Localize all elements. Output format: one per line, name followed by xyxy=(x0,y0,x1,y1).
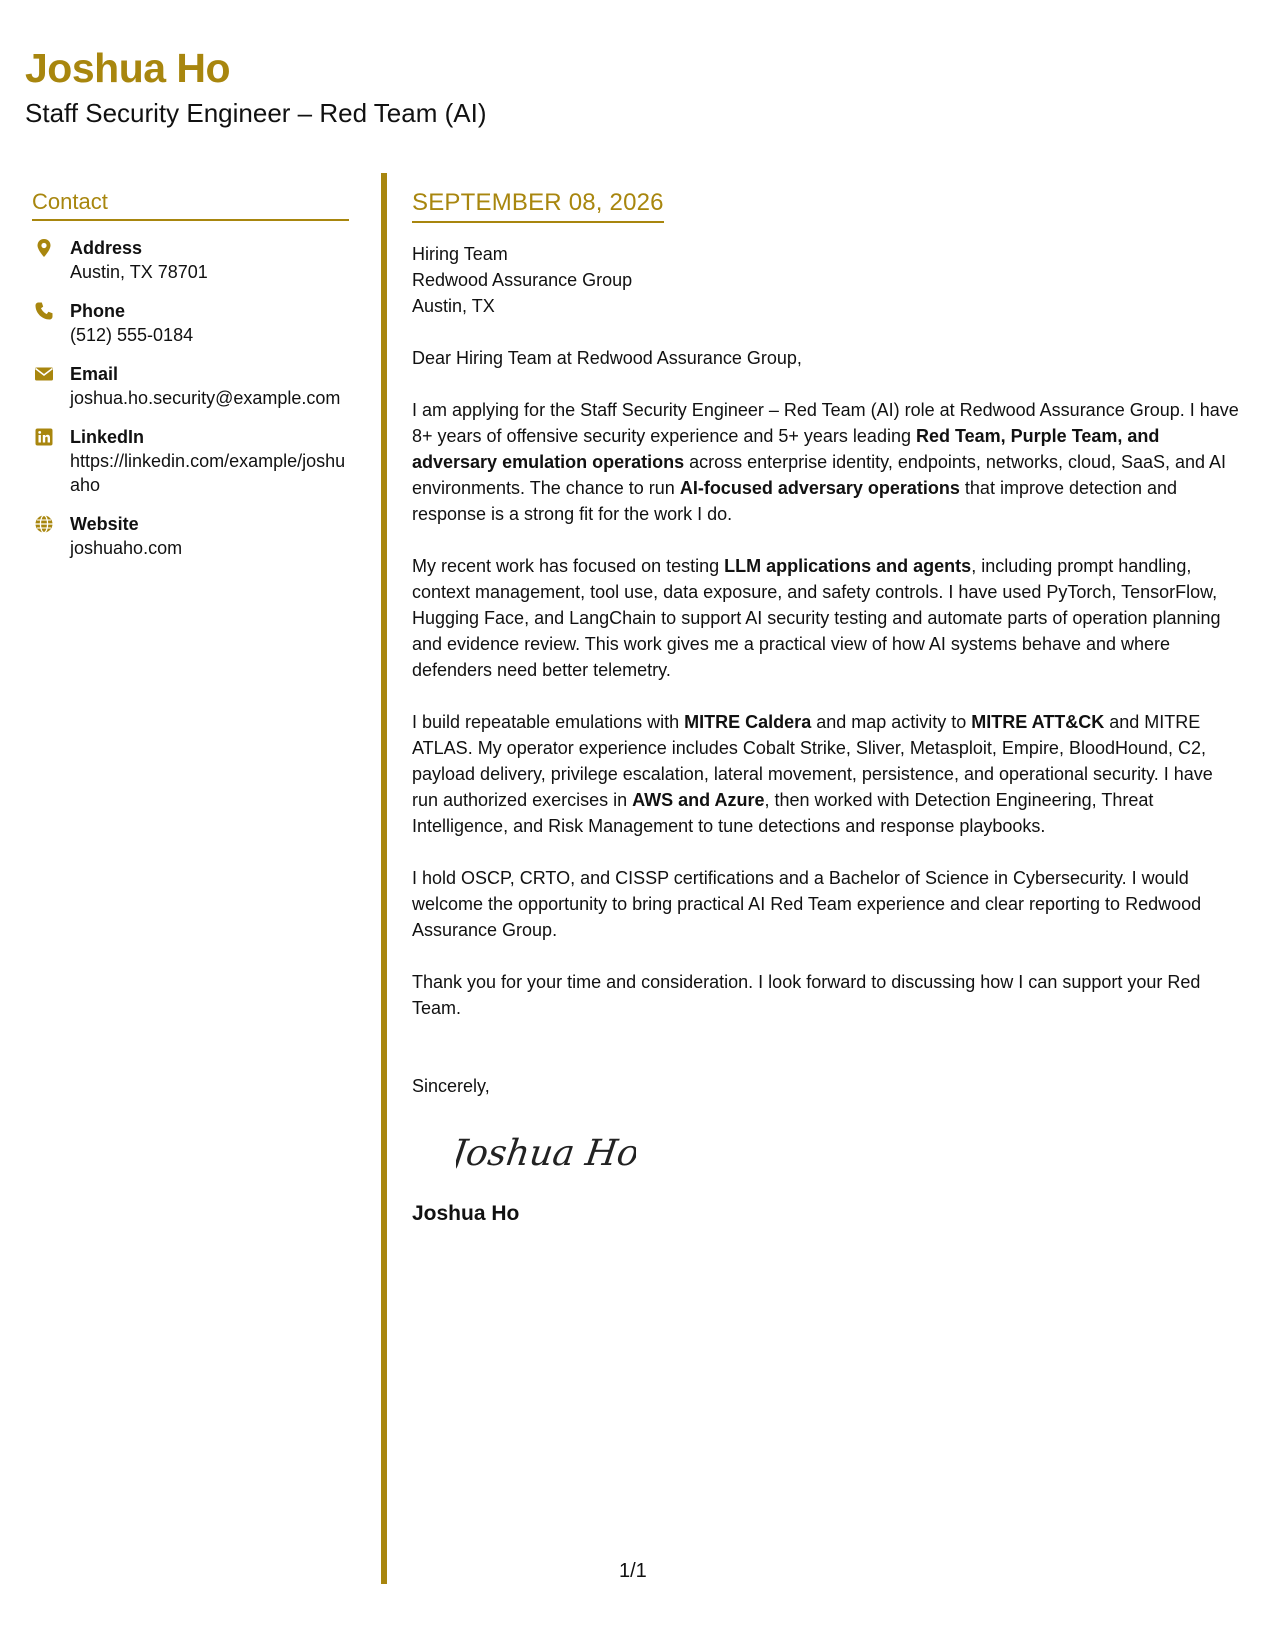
handwritten-signature xyxy=(456,1125,1242,1181)
envelope-icon xyxy=(34,364,54,384)
recipient-line: Austin, TX xyxy=(412,296,495,317)
contact-label: Address xyxy=(70,238,143,259)
letter-date: SEPTEMBER 08, 2026 xyxy=(412,190,664,223)
emphasis-text: LLM applications and agents xyxy=(724,556,972,577)
contact-item-website xyxy=(32,512,349,560)
contact-heading: Contact xyxy=(32,190,349,221)
body-paragraph xyxy=(412,865,1242,943)
paragraph-text: , then worked with Detection Engineering, Threat Intelligence, and Risk Management to tune detections and response playbooks. xyxy=(412,790,1154,837)
signed-name: Joshua Ho xyxy=(412,1202,520,1226)
signature-glyphs: Joshua Ho xyxy=(456,1131,636,1175)
contact-label: Website xyxy=(70,514,139,535)
emphasis-text: AWS and Azure xyxy=(632,790,765,811)
paragraph-text: I build repeatable emulations with xyxy=(412,712,685,733)
contact-item-linkedin xyxy=(32,425,349,497)
paragraph-text: My recent work has focused on testing xyxy=(412,556,725,577)
email-value[interactable]: joshua.ho.security@example.com xyxy=(70,388,341,409)
paragraph-text: across enterprise identity, endpoints, networks, cloud, SaaS, and AI environments. The chance to run xyxy=(412,452,1227,499)
recipient-block xyxy=(412,241,1242,319)
linkedin-value[interactable]: https://linkedin.com/example/joshuaho xyxy=(70,451,346,496)
emphasis-text: MITRE Caldera xyxy=(684,712,812,733)
salutation: Dear Hiring Team at Redwood Assurance Group, xyxy=(412,348,802,369)
applicant-title: Staff Security Engineer – Red Team (AI) xyxy=(25,98,487,128)
address-value: Austin, TX 78701 xyxy=(70,262,208,283)
contact-label: Email xyxy=(70,364,119,385)
paragraph-text: I am applying for the Staff Security Engineer – Red Team (AI) role at Redwood Assurance Group. I have 8+ years of offensive security experience and 5+ years leading xyxy=(412,400,1239,447)
contact-sidebar xyxy=(32,190,349,560)
page-number: 1/1 xyxy=(619,1560,647,1582)
paragraph-text: and map activity to xyxy=(811,712,972,733)
applicant-name: Joshua Ho xyxy=(25,45,231,91)
paragraph-text: , including prompt handling, context management, tool use, data exposure, and safety controls. I have used PyTorch, TensorFlow, Hugging Face, and LangChain to support AI security testing and automate parts of operation planning and evidence review. This work gives me a practical view of how AI systems behave and where defenders need better telemetry. xyxy=(412,556,1221,681)
body-paragraph xyxy=(412,553,1242,683)
body-paragraph xyxy=(412,709,1242,839)
cover-letter xyxy=(412,190,1242,1227)
contact-item-email xyxy=(32,362,349,410)
linkedin-icon xyxy=(34,427,54,447)
letter-body xyxy=(412,397,1242,1021)
website-value[interactable]: joshuaho.com xyxy=(70,538,183,559)
recipient-line: Redwood Assurance Group xyxy=(412,270,633,291)
closing: Sincerely, xyxy=(412,1076,490,1097)
globe-icon xyxy=(34,514,54,534)
vertical-divider xyxy=(381,173,387,1584)
emphasis-text: AI-focused adversary operations xyxy=(679,478,960,499)
emphasis-text: Red Team, Purple Team, and adversary emulation operations xyxy=(412,426,1160,473)
contact-item-phone xyxy=(32,299,349,347)
paragraph-text: and MITRE ATLAS. My operator experience includes Cobalt Strike, Sliver, Metasploit, Empire, BloodHound, C2, payload delivery, privilege escalation, lateral movement, persistence, and operational security. I have run authorized exercises in xyxy=(412,712,1213,811)
phone-value: (512) 555-0184 xyxy=(70,325,194,346)
paragraph-text: that improve detection and response is a strong fit for the work I do. xyxy=(412,478,1178,525)
contact-label: LinkedIn xyxy=(70,427,145,448)
phone-icon xyxy=(34,301,54,321)
contact-item-address xyxy=(32,236,349,284)
paragraph-text: Thank you for your time and consideration. I look forward to discussing how I can support your Red Team. xyxy=(412,972,1201,1019)
map-pin-icon xyxy=(34,238,54,258)
body-paragraph xyxy=(412,397,1242,527)
paragraph-text: I hold OSCP, CRTO, and CISSP certifications and a Bachelor of Science in Cybersecurity. I would welcome the opportunity to bring practical AI Red Team experience and clear reporting to Redwood Assurance Group. xyxy=(412,868,1202,941)
recipient-line: Hiring Team xyxy=(412,244,508,265)
body-paragraph xyxy=(412,969,1242,1021)
emphasis-text: MITRE ATT&CK xyxy=(971,712,1105,733)
contact-label: Phone xyxy=(70,301,126,322)
